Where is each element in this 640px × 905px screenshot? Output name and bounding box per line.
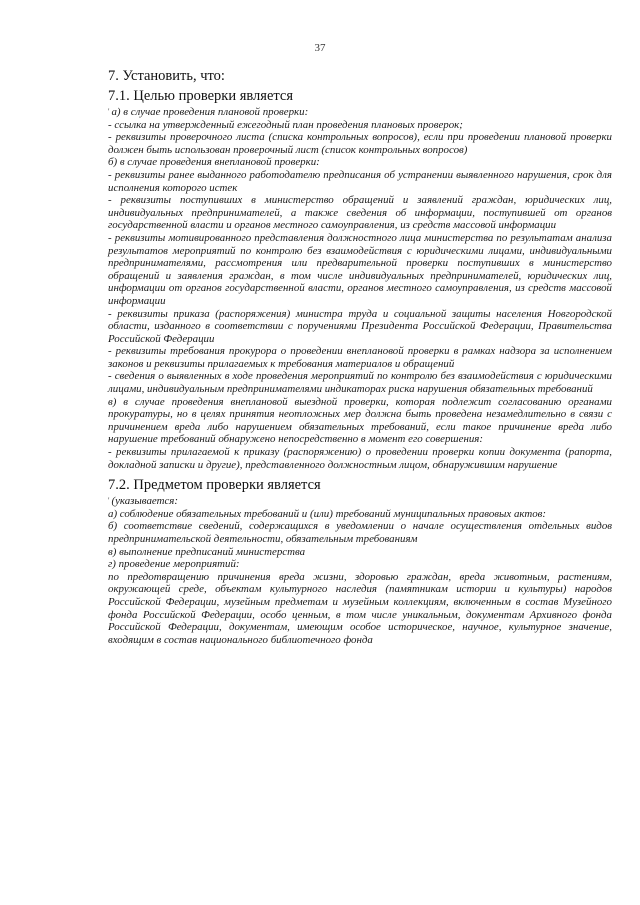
- paragraph: - реквизиты требования прокурора о проведении внеплановой проверки в рамках надзора за исполнением законов и реквизиты прилагаемых к требования материалов и обращений: [108, 345, 612, 370]
- footnote-mark: ': [108, 496, 110, 506]
- paragraph: [108, 495, 612, 508]
- section-7-1-heading: 7.1. Целью проверки является: [108, 88, 294, 104]
- section-7-2-body: [108, 495, 612, 646]
- paragraph: - реквизиты приказа (распоряжения) министра труда и социальной защиты населения Новгородской области, изданного в соответствии с поручениями Президента Российской Федерации, Правительства Российской Федерации: [108, 307, 612, 345]
- paragraph: в) выполнение предписаний министерства: [108, 545, 306, 558]
- section-7-heading: 7. Установить, что:: [108, 68, 225, 84]
- paragraph: в) в случае проведения внеплановой выездной проверки, которая подлежит согласованию органами прокуратуры, но в целях принятия неотложных мер должна быть проведена незамедлительно в связи с причинением вреда либо нарушением обязательных требований, если такое причинение вреда либо нарушение требований обнаружено непосредственно в момент его совершения:: [108, 395, 612, 446]
- paragraph: - ссылка на утвержденный ежегодный план проведения плановых проверок;: [108, 118, 463, 131]
- paragraph: а) соблюдение обязательных требований и (или) требований муниципальных правовых актов:: [108, 507, 547, 520]
- paragraph-text: (указывается:: [111, 495, 178, 508]
- paragraph: по предотвращению причинения вреда жизни, здоровью граждан, вреда животным, растениям, окружающей среде, объектам культурного наследия (памятникам истории и культуры) народов Российской Федерации, музейным предметам и музейным коллекциям, включенным в состав Музейного фонда Российской Федерации, особо ценным, в том числе уникальным, документам Архивного фонда Российской Федерации, документам, имеющим особое историческое, научное, культурное значение, входящим в состав национального библиотечного фонда: [108, 570, 612, 646]
- document-body: [108, 66, 612, 646]
- paragraph-text: а) в случае проведения плановой проверки:: [111, 106, 309, 118]
- section-7-2-heading: 7.2. Предметом проверки является: [108, 477, 321, 494]
- paragraph: - реквизиты проверочного листа (списка контрольных вопросов), если при проведении плановой проверки должен быть использован проверочный лист (список контрольных вопросов): [108, 131, 612, 156]
- paragraph: б) в случае проведения внеплановой проверки:: [108, 156, 320, 169]
- paragraph: г) проведение мероприятий:: [108, 558, 240, 571]
- paragraph: - реквизиты ранее выданного работодателю предписания об устранении выявленного нарушения, срок для исполнения которого истек: [108, 168, 612, 194]
- paragraph: - реквизиты прилагаемой к приказу (распоряжению) о проведении проверки копии документа (рапорта, докладной записки и другие), представленного должностным лицом, обнаружившим нарушение: [108, 446, 612, 471]
- footnote-mark: ': [108, 107, 110, 116]
- paragraph: б) соответствие сведений, содержащихся в уведомлении о начале осуществления отдельных видов предпринимательской деятельности, обязательным требованиям: [108, 520, 612, 545]
- paragraph: - реквизиты поступивших в министерство обращений и заявлений граждан, юридических лиц, индивидуальных предпринимателей, а также сведения об информации, поступившей от органов государственной власти и органов местного самоуправления, из средств массовой информации: [108, 194, 612, 232]
- paragraph: - реквизиты мотивированного представления должностного лица министерства по результатам анализа результатов мероприятий по контролю без взаимодействия с юридическими лицами, индивидуальными предпринимателями, рассмотрения или предварительной проверки поступивших в министерство обращений и заявления граждан, в том числе индивидуальных предпринимателей, юридических лиц, информации от органов государственной власти, органов местного самоуправления, из средств массовой информации: [108, 231, 612, 307]
- page-number: 37: [314, 42, 326, 54]
- paragraph: [108, 106, 612, 119]
- section-7-1-body: [108, 106, 612, 471]
- paragraph: - сведения о выявленных в ходе проведения мероприятий по контролю без взаимодействия с юридическими лицами, индивидуальным предпринимателями индикаторах риска нарушения обязательных требований: [108, 370, 612, 396]
